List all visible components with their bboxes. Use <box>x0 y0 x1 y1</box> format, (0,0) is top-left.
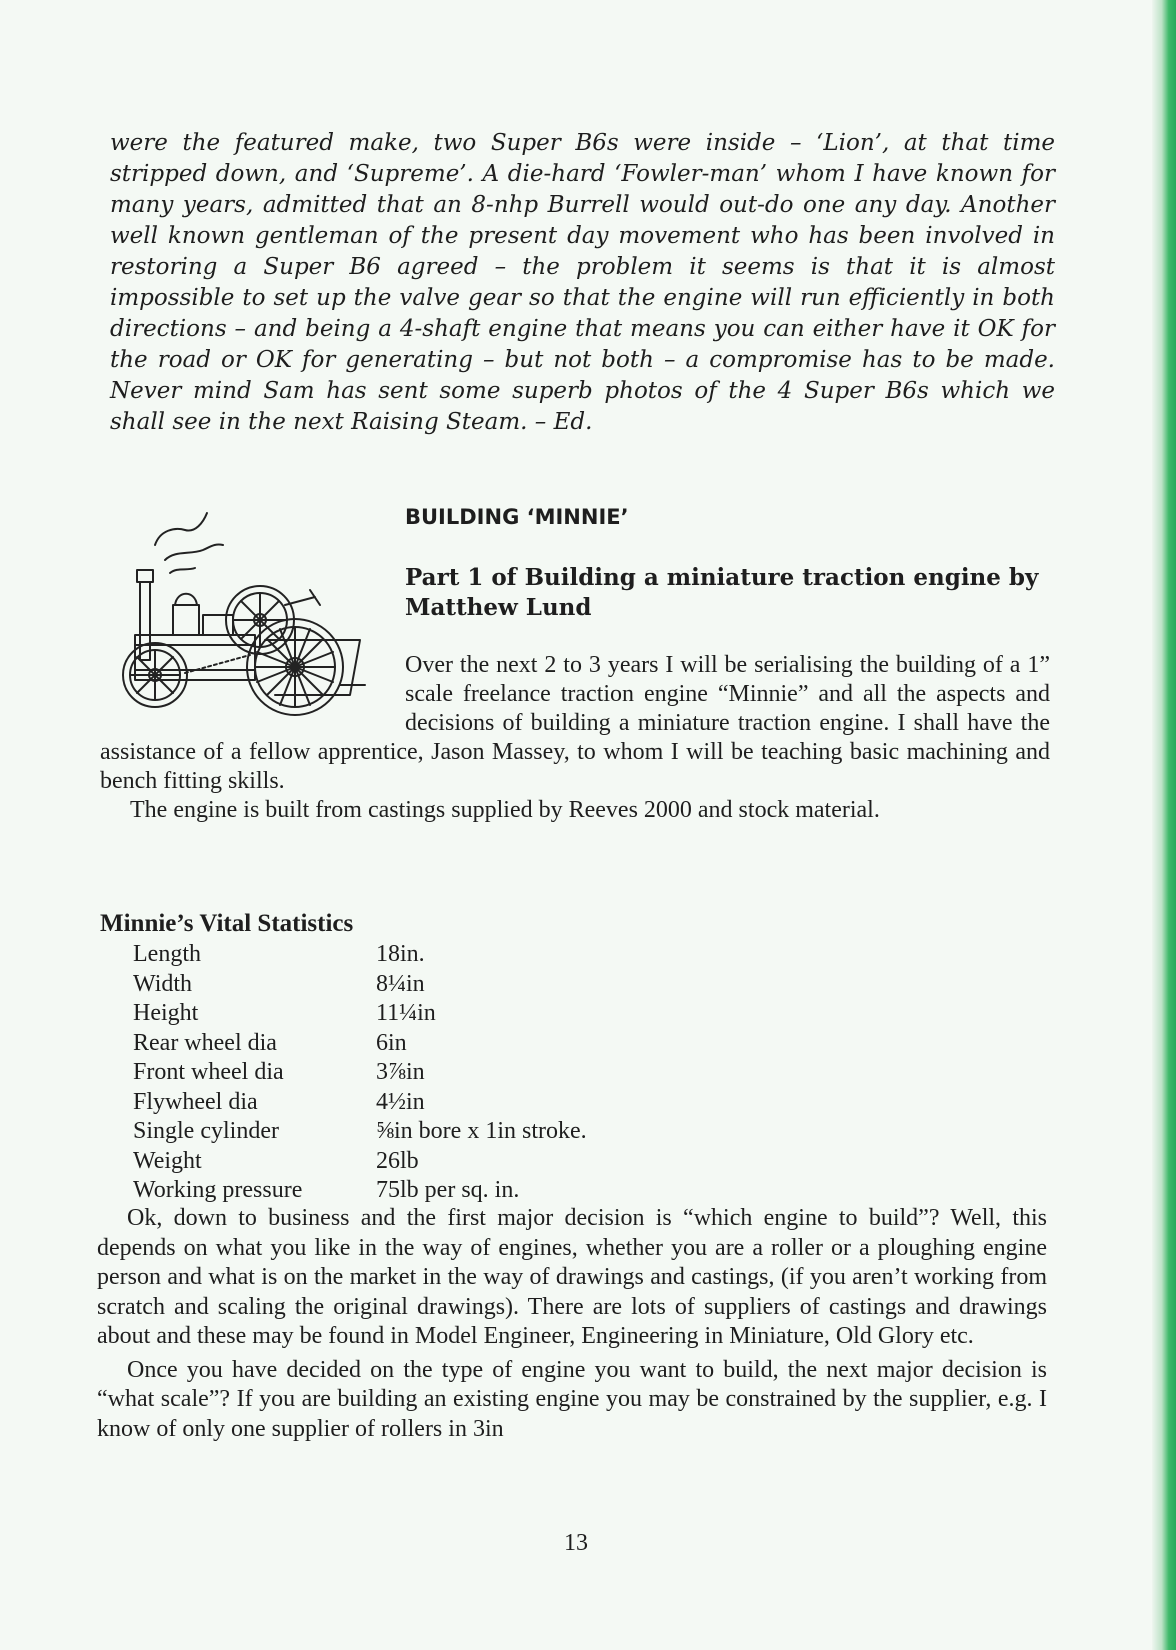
stat-value: ⅝in bore x 1in stroke. <box>376 1118 587 1144</box>
stat-label: Flywheel dia <box>133 1088 258 1115</box>
stat-label: Single cylinder <box>133 1118 279 1144</box>
stat-row <box>133 1088 587 1118</box>
stat-value: 75lb per sq. in. <box>376 1177 520 1203</box>
stat-label: Weight <box>133 1147 202 1174</box>
stat-label: Front wheel dia <box>133 1059 284 1085</box>
article-intro <box>100 651 1050 825</box>
stat-label: Width <box>133 970 193 997</box>
stat-row <box>133 1058 587 1088</box>
stats-table <box>133 940 587 1206</box>
stat-row <box>133 940 587 970</box>
intro-paragraph-first: Over the next 2 to 3 years I will be serialising the building of a 1” scale freelance traction engine “Minnie” and all the aspects and decisions of building a miniature traction engine. I shall have the <box>405 652 1050 736</box>
stat-value: 18in. <box>376 941 425 967</box>
intro-paragraph-castings: The engine is built from castings supplied by Reeves 2000 and stock material. <box>130 797 880 823</box>
stat-label: Length <box>133 941 201 967</box>
intro-paragraph-continued: assistance of a fellow apprentice, Jason Massey, to whom I will be teaching basic machining and bench fitting skills. <box>100 739 1050 794</box>
page-number: 13 <box>564 1530 588 1556</box>
editorial-text: were the featured make, two Super B6s were inside – ‘Lion’, at that time stripped down, and ‘Supreme’. A die-hard ‘Fowler-man’ whom I have known for many years, admitted that an 8-nhp Burrell would out-do one any day. Another well known gentleman of the present day movement who has been involved in restoring a Super B6 agreed – the problem it seems is that it is almost impossible to set up the valve gear so that the engine will run efficiently in both directions – and being a 4-shaft engine that means you can either have it OK for the road or OK for generating – but not both – a compromise has to be made. Never mind Sam has sent some superb photos of the 4 Super B6s which we shall see in the next Raising Steam. – Ed. <box>110 130 1055 435</box>
body-paragraph-what-scale: Once you have decided on the type of engine you want to build, the next major decision is “what scale”? If you are building an existing engine you may be constrained by the supplier, e.g. I know of only one supplier of rollers in 3in <box>97 1356 1047 1442</box>
article-body <box>97 1204 1047 1448</box>
editorial-note <box>110 128 1055 438</box>
stat-value: 6in <box>376 1029 407 1056</box>
stat-row <box>133 970 587 1000</box>
green-page-edge <box>1152 0 1176 1650</box>
stat-label: Working pressure <box>133 1177 303 1203</box>
stat-row <box>133 999 587 1029</box>
article-subtitle: Part 1 of Building a miniature traction engine by Matthew Lund <box>405 564 1039 621</box>
stat-value: 11¼in <box>376 1000 436 1026</box>
stat-value: 3⅞in <box>376 1059 425 1085</box>
stat-row <box>133 1147 587 1177</box>
body-paragraph-which-engine: Ok, down to business and the first major decision is “which engine to build”? Well, this depends on what you like in the way of engines, whether you are a roller or a ploughing engine person and what is on the market in the way of drawings and castings, (if you aren’t working from scratch and scaling the original drawings). There are lots of suppliers of castings and drawings about and these may be found in Model Engineer, Engineering in Miniature, Old Glory etc. <box>97 1205 1047 1349</box>
stat-value: 26lb <box>376 1147 419 1174</box>
stat-label: Rear wheel dia <box>133 1029 277 1056</box>
stat-row <box>133 1029 587 1059</box>
stat-value: 4½in <box>376 1088 425 1115</box>
stat-row <box>133 1176 587 1206</box>
article-heading: BUILDING ‘MINNIE’ <box>405 505 629 529</box>
stat-label: Height <box>133 1000 199 1026</box>
stat-row <box>133 1117 587 1147</box>
stat-value: 8¼in <box>376 970 425 997</box>
stats-heading: Minnie’s Vital Statistics <box>100 910 354 937</box>
